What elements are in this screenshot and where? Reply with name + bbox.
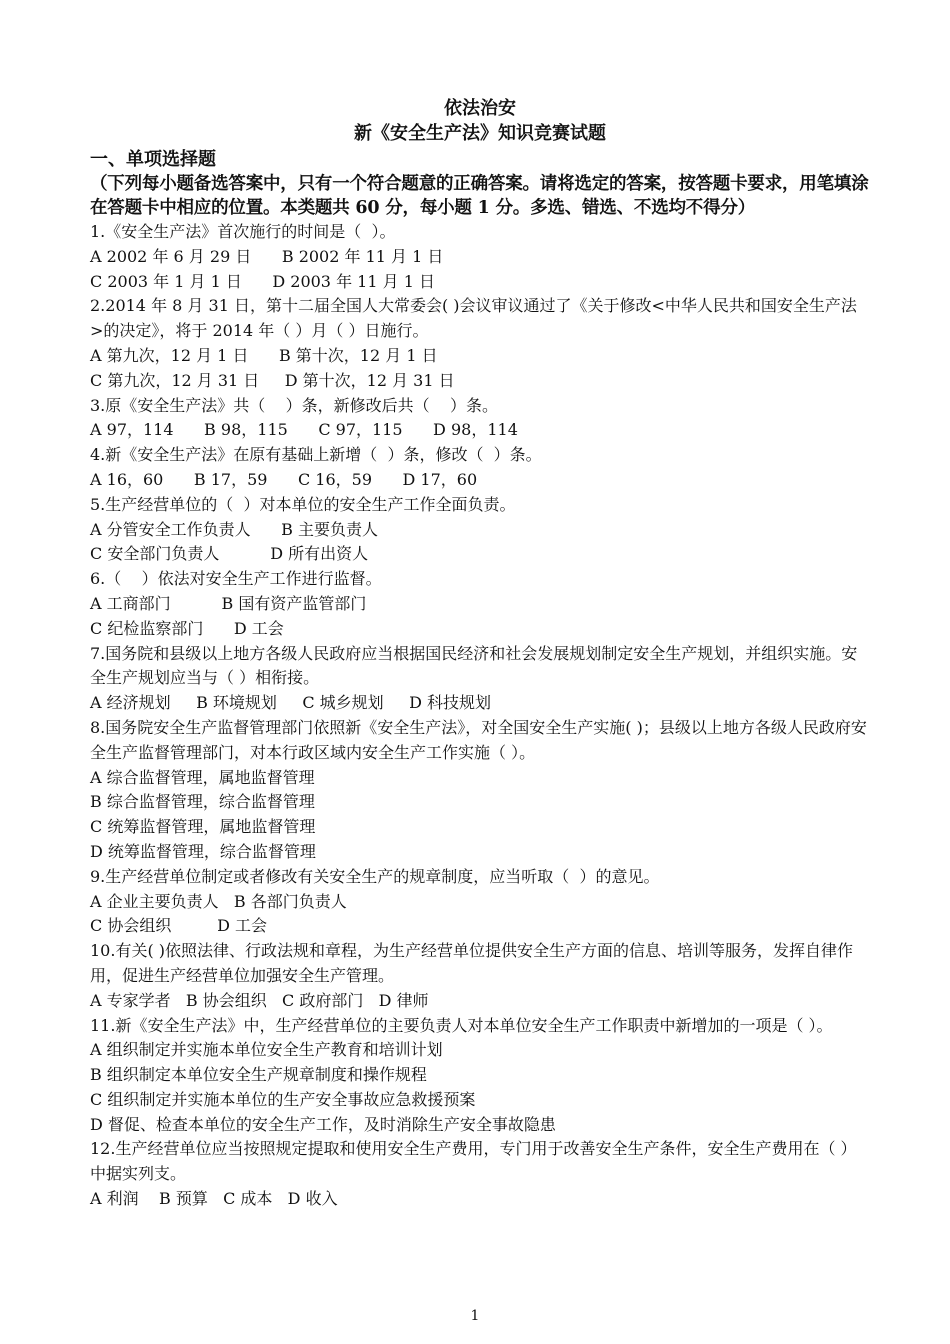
question-options: C 协会组织 D 工会 xyxy=(90,916,268,936)
document-subtitle: 新《安全生产法》知识竞赛试题 xyxy=(354,123,606,144)
question-options: D 督促、检查本单位的安全生产工作，及时消除生产安全事故隐患 xyxy=(90,1114,556,1134)
question-options: A 组织制定并实施本单位安全生产教育和培训计划 xyxy=(90,1040,443,1060)
question-options: A 16，60 B 17，59 C 16，59 D 17，60 xyxy=(90,469,478,489)
question-stem: 12.生产经营单位应当按照规定提取和使用安全生产费用，专门用于改善安全生产条件，安全生产费用在（ ）中据实列支。 xyxy=(90,1139,857,1184)
document-title: 依法治安 xyxy=(444,98,516,119)
question-stem: 5.生产经营单位的（ ）对本单位的安全生产工作全面负责。 xyxy=(90,494,516,514)
question-options: A 经济规划 B 环境规划 C 城乡规划 D 科技规划 xyxy=(90,693,492,713)
question-options: B 综合监督管理，综合监督管理 xyxy=(90,792,315,812)
question-stem: 1.《安全生产法》首次施行的时间是（ ）。 xyxy=(90,222,396,241)
question-stem: 7.国务院和县级以上地方各级人民政府应当根据国民经济和社会发展规划制定安全生产规划，并组织实施。安全生产规划应当与（ ）相衔接。 xyxy=(90,643,858,688)
page-number: 1 xyxy=(470,1308,480,1324)
question-options: A 专家学者 B 协会组织 C 政府部门 D 律师 xyxy=(90,990,429,1010)
question-options: A 第九次，12 月 1 日 B 第十次，12 月 1 日 xyxy=(90,345,438,365)
question-options: A 工商部门 B 国有资产监管部门 xyxy=(90,593,367,613)
question-options: D 统筹监督管理，综合监督管理 xyxy=(90,841,316,861)
question-stem: 9.生产经营单位制定或者修改有关安全生产的规章制度，应当听取（ ）的意见。 xyxy=(90,866,660,886)
section-heading: 一、单项选择题 xyxy=(90,149,216,170)
question-options: C 第九次，12 月 31 日 D 第十次，12 月 31 日 xyxy=(90,370,455,390)
question-options: A 企业主要负责人 B 各部门负责人 xyxy=(90,891,347,911)
question-stem: 4.新《安全生产法》在原有基础上新增（ ）条，修改（ ）条。 xyxy=(90,445,542,465)
question-options: C 组织制定并实施本单位的生产安全事故应急救援预案 xyxy=(90,1089,476,1109)
question-options: A 97，114 B 98，115 C 97，115 D 98，114 xyxy=(90,420,518,440)
question-options: C 安全部门负责人 D 所有出资人 xyxy=(90,544,369,564)
section-instruction: （下列每小题备选答案中，只有一个符合题意的正确答案。请将选定的答案，按答题卡要求，用笔填涂在答题卡中相应的位置。本类题共 60 分，每小题 1 分。多选、错选、不选均不得分） xyxy=(90,174,869,218)
question-options: C 2003 年 1 月 1 日 D 2003 年 11 月 1 日 xyxy=(90,271,435,291)
question-stem: 2.2014 年 8 月 31 日，第十二届全国人大常委会( )会议审议通过了《关于修改<中华人民共和国安全生产法>的决定》，将于 2014 年（ ）月（ ）日施行。 xyxy=(90,296,857,341)
document-page xyxy=(90,96,870,1212)
question-stem: 8.国务院安全生产监督管理部门依照新《安全生产法》，对全国安全生产实施( )；县级以上地方各级人民政府安全生产监督管理部门，对本行政区域内安全生产工作实施（ ）。 xyxy=(90,717,867,762)
question-stem: 3.原《安全生产法》共（ ）条，新修改后共（ ）条。 xyxy=(90,395,498,415)
question-options: B 组织制定本单位安全生产规章制度和操作规程 xyxy=(90,1065,427,1085)
question-stem: 6.（ ）依法对安全生产工作进行监督。 xyxy=(90,569,382,589)
question-options: A 综合监督管理，属地监督管理 xyxy=(90,767,315,787)
question-options: A 分管安全工作负责人 B 主要负责人 xyxy=(90,519,379,539)
question-options: A 2002 年 6 月 29 日 B 2002 年 11 月 1 日 xyxy=(90,246,444,266)
question-stem: 11.新《安全生产法》中，生产经营单位的主要负责人对本单位安全生产工作职责中新增加的一项是（ ）。 xyxy=(90,1015,833,1035)
question-options: C 纪检监察部门 D 工会 xyxy=(90,618,284,638)
question-options: C 统筹监督管理，属地监督管理 xyxy=(90,817,316,837)
question-options: A 利润 B 预算 C 成本 D 收入 xyxy=(90,1189,338,1209)
question-stem: 10.有关( )依照法律、行政法规和章程，为生产经营单位提供安全生产方面的信息、培训等服务，发挥自律作用，促进生产经营单位加强安全生产管理。 xyxy=(90,941,854,985)
